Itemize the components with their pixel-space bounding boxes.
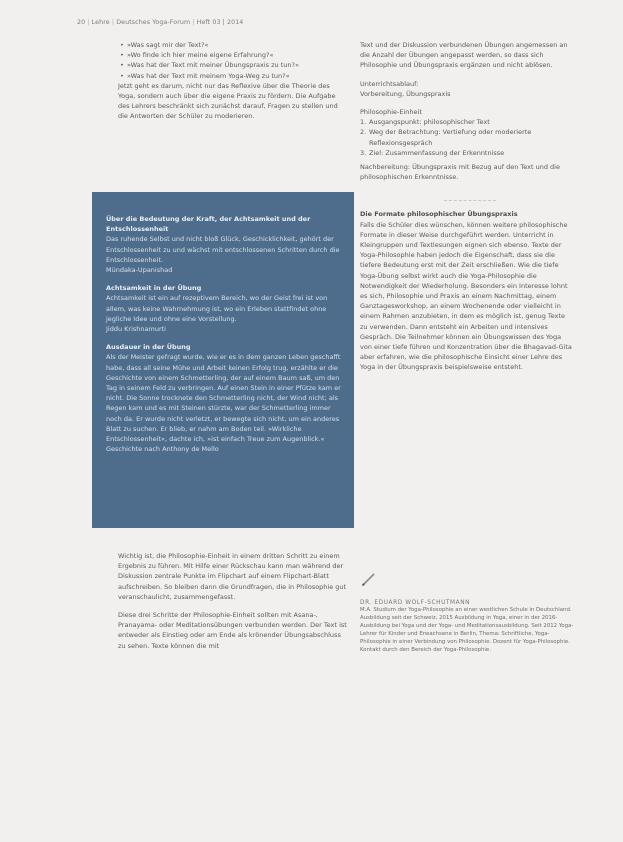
section-heading: Die Formate philosophischer Übungspraxis bbox=[360, 210, 518, 219]
below-box-text bbox=[118, 551, 348, 651]
quote-section-mindfulness bbox=[106, 283, 346, 334]
quote-heading: Über die Bedeutung der Kraft, der Achtsamkeit und der Entschlossenheit bbox=[106, 215, 311, 234]
author-name: DR. EDUARD WOLF-SCHUTMANN bbox=[360, 600, 471, 606]
page-header: 20 | Lehre | Deutsches Yoga-Forum | Heft 03 | 2014 bbox=[77, 19, 244, 26]
procedure-value: Vorbereitung, Übungspraxis bbox=[360, 89, 451, 98]
quote-body: Achtsamkeit ist ein auf rezeptivem Bereich, wo der Geist frei ist von allem, was keine Wahrnehmung ist, wo ein Erleben stattfindet ohne jegliche Idee und ohne eine Vorstellung. bbox=[106, 294, 328, 323]
quote-body: Das ruhende Selbst und nicht bloß Glück, Geschicklichkeit, gehört der Entschlossenheit zu und wächst mit entschlossenen Schritten durch die Entschlossenheit. bbox=[106, 235, 340, 264]
quote-source: Jiddu Krishnamurti bbox=[106, 325, 166, 334]
below-paragraph-2: Diese drei Schritte der Philosophie-Einheit sollten mit Asana-, Pranayama- oder Meditationsübungen verbunden werden. Der Text ist entweder als Einstieg oder am Ende als krönender Übungsabschluss zu sehen. Texte können die mit bbox=[118, 611, 347, 650]
page-number: 20 bbox=[77, 19, 86, 26]
unit-step: 3. Ziel: Zusammenfassung der Erkenntnisse bbox=[360, 148, 505, 157]
reflection-questions bbox=[118, 40, 348, 81]
right-intro: Text und der Diskussion verbundenen Übungen angemessen an die Anzahl der Übungen angepasst werden, so dass sich Philosophie und Übungspraxis ergänzen und nicht ablösen. bbox=[360, 41, 568, 70]
author-bio bbox=[360, 600, 574, 654]
header-issue: Heft 03 | 2014 bbox=[196, 19, 244, 26]
section-body: Falls die Schüler dies wünschen, können weitere philosophische Formate in dieser Weise durchgeführt werden. Unterricht in Kleingruppen und Textlesungen eignen sich ebenso. Texte der Yoga-Philosophie haben jedoch die Eigenschaft, dass sie die tiefere Bedeutung erst mit der Zeit erschließen. Wie die tiefe Yoga-Übung selbst wirkt auch die Yoga-Philosophie die Notwendigkeit der Wiederholung. Besonders ein Interesse lohnt es sich, Philosophie und Praxis an einem Nachmittag, einem Ganztagesworkshop, an einem Wochenende oder vielleicht in einem Rahmen anzubieten, in dem es möglich ist, genug Texte zu verwenden. Dann entsteht ein Arbeiten und intensives Gespräch. Die Teilnehmer können ein Übungswissen des Yoga von einer tiefe führen und Konzentration über die Bhagavad-Gita aber erfahren, wie die philosophische Einsicht einer Lehre des Yoga in der Übungspraxis beispielsweise entsteht. bbox=[360, 220, 572, 372]
unit-step: 2. Weg der Betrachtung: Vertiefung oder moderierte Reflexionsgespräch bbox=[360, 128, 532, 147]
question-item: • »Was sagt mir der Text?« bbox=[118, 40, 348, 50]
quote-section-endurance bbox=[106, 342, 346, 454]
procedure-label: Unterrichtsablauf: bbox=[360, 79, 419, 88]
question-item: • »Was hat der Text mit meinem Yoga-Weg zu tun?« bbox=[118, 71, 348, 81]
question-item: • »Wo finde ich hier meine eigene Erfahrung?« bbox=[118, 50, 348, 60]
followup-text: Nachbereitung: Übungspraxis mit Bezug auf den Text und die philosophischen Erkenntnisse. bbox=[360, 163, 560, 182]
question-item: • »Was hat der Text mit meiner Übungspraxis zu tun?« bbox=[118, 60, 348, 70]
quote-source: Geschichte nach Anthony de Mello bbox=[106, 445, 219, 454]
author-bio-text: M.A. Studium der Yoga-Philosophie an einer westlichen Schule in Deutschland. Ausbildung seit der Schweiz, 2015 Ausbildung in Yoga, einer in der 2016-Ausbildung bei Yoga und der Yoga- und Meditationsausbildung. Seit 2012 Yoga-Lehrer für Kinder und Erwachsene in Berlin, Thema: Schriftliche, Yoga-Philosophie in einer Verbindung von Philosophie. Dozent für Yoga-Philosophie. Kontakt durch den Bereich der Yoga-Philosophie. bbox=[360, 607, 574, 653]
quote-box bbox=[92, 192, 354, 528]
quote-section-strength bbox=[106, 214, 346, 275]
below-paragraph-1: Wichtig ist, die Philosophie-Einheit in einem dritten Schritt zu einem Ergebnis zu führen. Mit Hilfe einer Rückschau kann man während der Diskussion zentrale Punkte im Flipchart auf einem Flipchart-Blatt aufschreiben. So bleiben dann die Grundfragen, die in Philosophie gut veranschaulicht, zusammengefasst. bbox=[118, 552, 347, 601]
quote-heading: Achtsamkeit in der Übung bbox=[106, 284, 202, 293]
header-section: Lehre bbox=[91, 19, 110, 26]
header-journal: Deutsches Yoga-Forum bbox=[116, 19, 191, 26]
quote-heading: Ausdauer in der Übung bbox=[106, 343, 191, 352]
left-paragraph: Jetzt geht es darum, nicht nur das Reflexive über die Theorie des Yoga, sondern auch über die eigene Praxis zu fördern. Die Aufgabe des Lehrers beschränkt sich zunächst darauf, Fragen zu stellen und die Antworten der Schüler zu moderieren. bbox=[118, 81, 338, 121]
quote-body: Als der Meister gefragt wurde, wie er es in dem ganzen Leben geschafft habe, dass all seine Mühe und Arbeit keinen Erfolg trug, erzählte er die Geschichte von einem Schmetterling, der auf einem Baum saß, um den Tag in seinem Feld zu verbringen. Auf einen Stein in einer Pfütze kam er nicht. Die Sonne trocknete den Schmetterling nicht, der Wind nicht; als Regen kam und es mit Steinen stürzte, war der Schmetterling immer noch da. Er wurde nicht verletzt, er bewegte sich nicht, um ein anderes Blatt zu suchen. Er blieb, er nahm am Boden teil. »Wirkliche Entschlossenheit«, dachte ich, »ist einfach Treue zum Augenblick.« bbox=[106, 353, 341, 444]
unit-step: 1. Ausgangspunkt: philosophischer Text bbox=[360, 118, 490, 127]
unit-steps bbox=[360, 117, 574, 158]
right-column bbox=[360, 40, 574, 373]
left-column bbox=[118, 40, 348, 122]
quote-source: Mündaka-Upanishad bbox=[106, 266, 173, 275]
pencil-icon bbox=[360, 570, 378, 588]
unit-label: Philosophie-Einheit bbox=[360, 108, 422, 117]
